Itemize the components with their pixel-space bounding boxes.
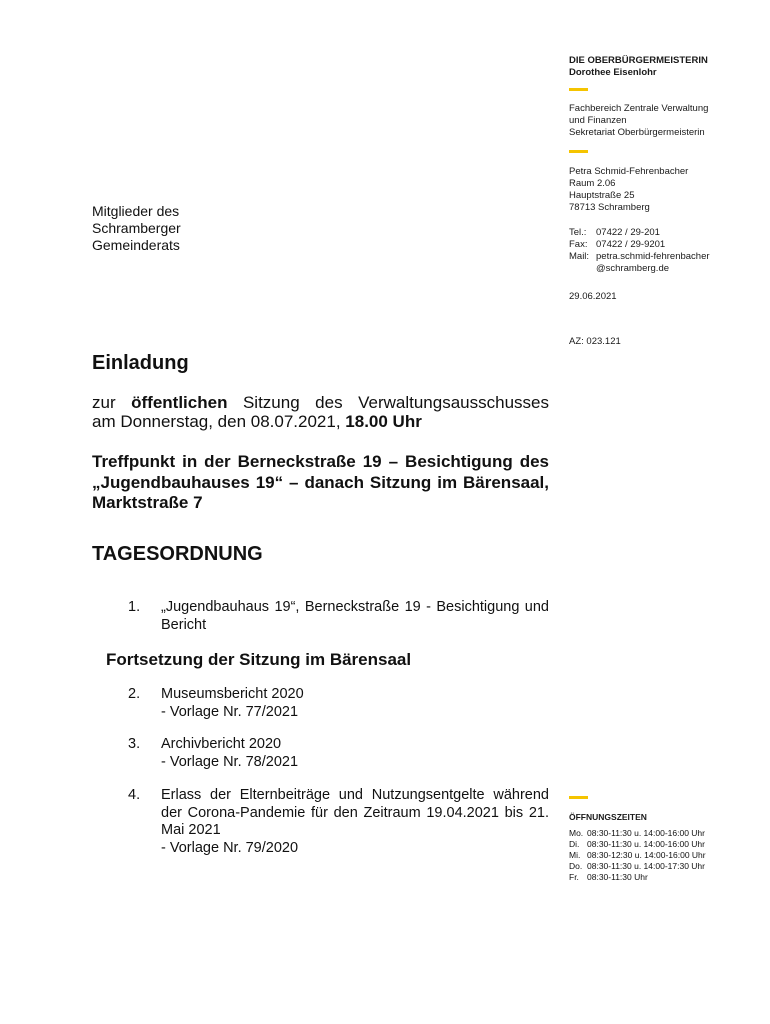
agenda-item [128, 736, 549, 771]
recipient-line: Mitglieder des [92, 203, 180, 219]
agenda-title: TAGESORDNUNG [92, 543, 263, 565]
mail-label: Mail: [569, 251, 590, 262]
agenda-item [128, 599, 549, 634]
agenda-item-reference: - Vorlage Nr. 79/2020 [161, 839, 299, 856]
hours-day: Di. [569, 839, 580, 849]
agenda-item-number: 4. [128, 787, 141, 803]
opening-hours-list [569, 828, 706, 883]
fax-value: 07422 / 29-9201 [596, 239, 666, 250]
fax-row [569, 239, 710, 251]
tel-label: Tel.: [569, 227, 587, 238]
accent-bar [569, 88, 588, 91]
hours-day: Mi. [569, 850, 581, 860]
recipient-line: Gemeinderats [92, 237, 180, 253]
intro-word: des [315, 393, 343, 412]
meeting-date: am Donnerstag, den 08.07.2021, [92, 412, 346, 431]
agenda-item-text: „Jugendbauhaus 19“, Berneckstraße 19 - Besichtigung und Bericht [161, 599, 549, 633]
department-block [569, 103, 708, 139]
hours-time: 08:30-11:30 u. 14:00-16:00 Uhr [587, 839, 705, 849]
sender-title: DIE OBERBÜRGERMEISTERIN [569, 55, 708, 66]
opening-hours-title: ÖFFNUNGSZEITEN [569, 812, 647, 822]
hours-row [569, 839, 706, 850]
mail-row [569, 251, 710, 263]
hours-day: Fr. [569, 872, 579, 882]
agenda-item-number: 3. [128, 736, 141, 752]
hours-time: 08:30-11:30 u. 14:00-17:30 Uhr [587, 861, 705, 871]
agenda-item [128, 686, 549, 721]
hours-time: 08:30-11:30 Uhr [587, 872, 648, 882]
accent-bar [569, 796, 588, 799]
hours-row [569, 872, 706, 883]
contact-line: 78713 Schramberg [569, 202, 650, 213]
fax-label: Fax: [569, 239, 588, 250]
letter-date: 29.06.2021 [569, 291, 617, 302]
department-line: Fachbereich Zentrale Verwaltung [569, 103, 709, 114]
tel-row [569, 227, 710, 239]
hours-day: Mo. [569, 828, 584, 838]
hours-row [569, 850, 706, 861]
agenda-item-reference: - Vorlage Nr. 78/2021 [161, 753, 299, 770]
sender-header [569, 55, 708, 79]
contact-block [569, 166, 688, 214]
intro-word-bold: öffentlichen [131, 393, 228, 412]
hours-time: 08:30-12:30 u. 14:00-16:00 Uhr [587, 850, 706, 860]
mail-value-domain: @schramberg.de [596, 263, 670, 274]
document-heading: Einladung [92, 352, 189, 374]
recipient-line: Schramberger [92, 220, 181, 236]
hours-day: Do. [569, 861, 583, 871]
contact-line: Hauptstraße 25 [569, 190, 635, 201]
invitation-intro [92, 393, 549, 431]
department-line: und Finanzen [569, 115, 627, 126]
department-line: Sekretariat Oberbürgermeisterin [569, 127, 705, 138]
intro-word: Verwaltungsausschusses [358, 393, 549, 412]
accent-bar [569, 150, 588, 153]
tel-value: 07422 / 29-201 [596, 227, 660, 238]
hours-row [569, 828, 706, 839]
hours-time: 08:30-11:30 u. 14:00-16:00 Uhr [587, 828, 705, 838]
sender-name: Dorothee Eisenlohr [569, 67, 657, 78]
recipient-address [92, 203, 181, 254]
agenda-item-text: Erlass der Elternbeiträge und Nutzungsentgelte während der Corona-Pandemie für den Zeitraum 19.04.2021 bis 21. Mai 2021 [161, 787, 549, 838]
continuation-heading: Fortsetzung der Sitzung im Bärensaal [106, 650, 412, 669]
contact-line: Petra Schmid-Fehrenbacher [569, 166, 689, 177]
contact-line: Raum 2.06 [569, 178, 616, 189]
reference-number: AZ: 023.121 [569, 336, 621, 347]
contact-details [569, 227, 710, 275]
intro-word: zur [92, 393, 116, 412]
intro-word: Sitzung [242, 393, 300, 412]
mail-value: petra.schmid-fehrenbacher [596, 251, 710, 262]
agenda-item-text: Museumsbericht 2020 [161, 686, 304, 702]
meeting-point: Treffpunkt in der Berneckstraße 19 – Besichtigung des „Jugendbauhauses 19“ – danach Sitzung im Bärensaal, Marktstraße 7 [92, 452, 549, 512]
hours-row [569, 861, 706, 872]
agenda-item-reference: - Vorlage Nr. 77/2021 [161, 703, 299, 720]
agenda-item [128, 787, 549, 857]
agenda-item-text: Archivbericht 2020 [161, 736, 282, 752]
agenda-item-number: 1. [128, 599, 141, 615]
agenda-item-number: 2. [128, 686, 141, 702]
meeting-time: 18.00 Uhr [345, 412, 422, 431]
mail-row-2 [569, 263, 710, 275]
